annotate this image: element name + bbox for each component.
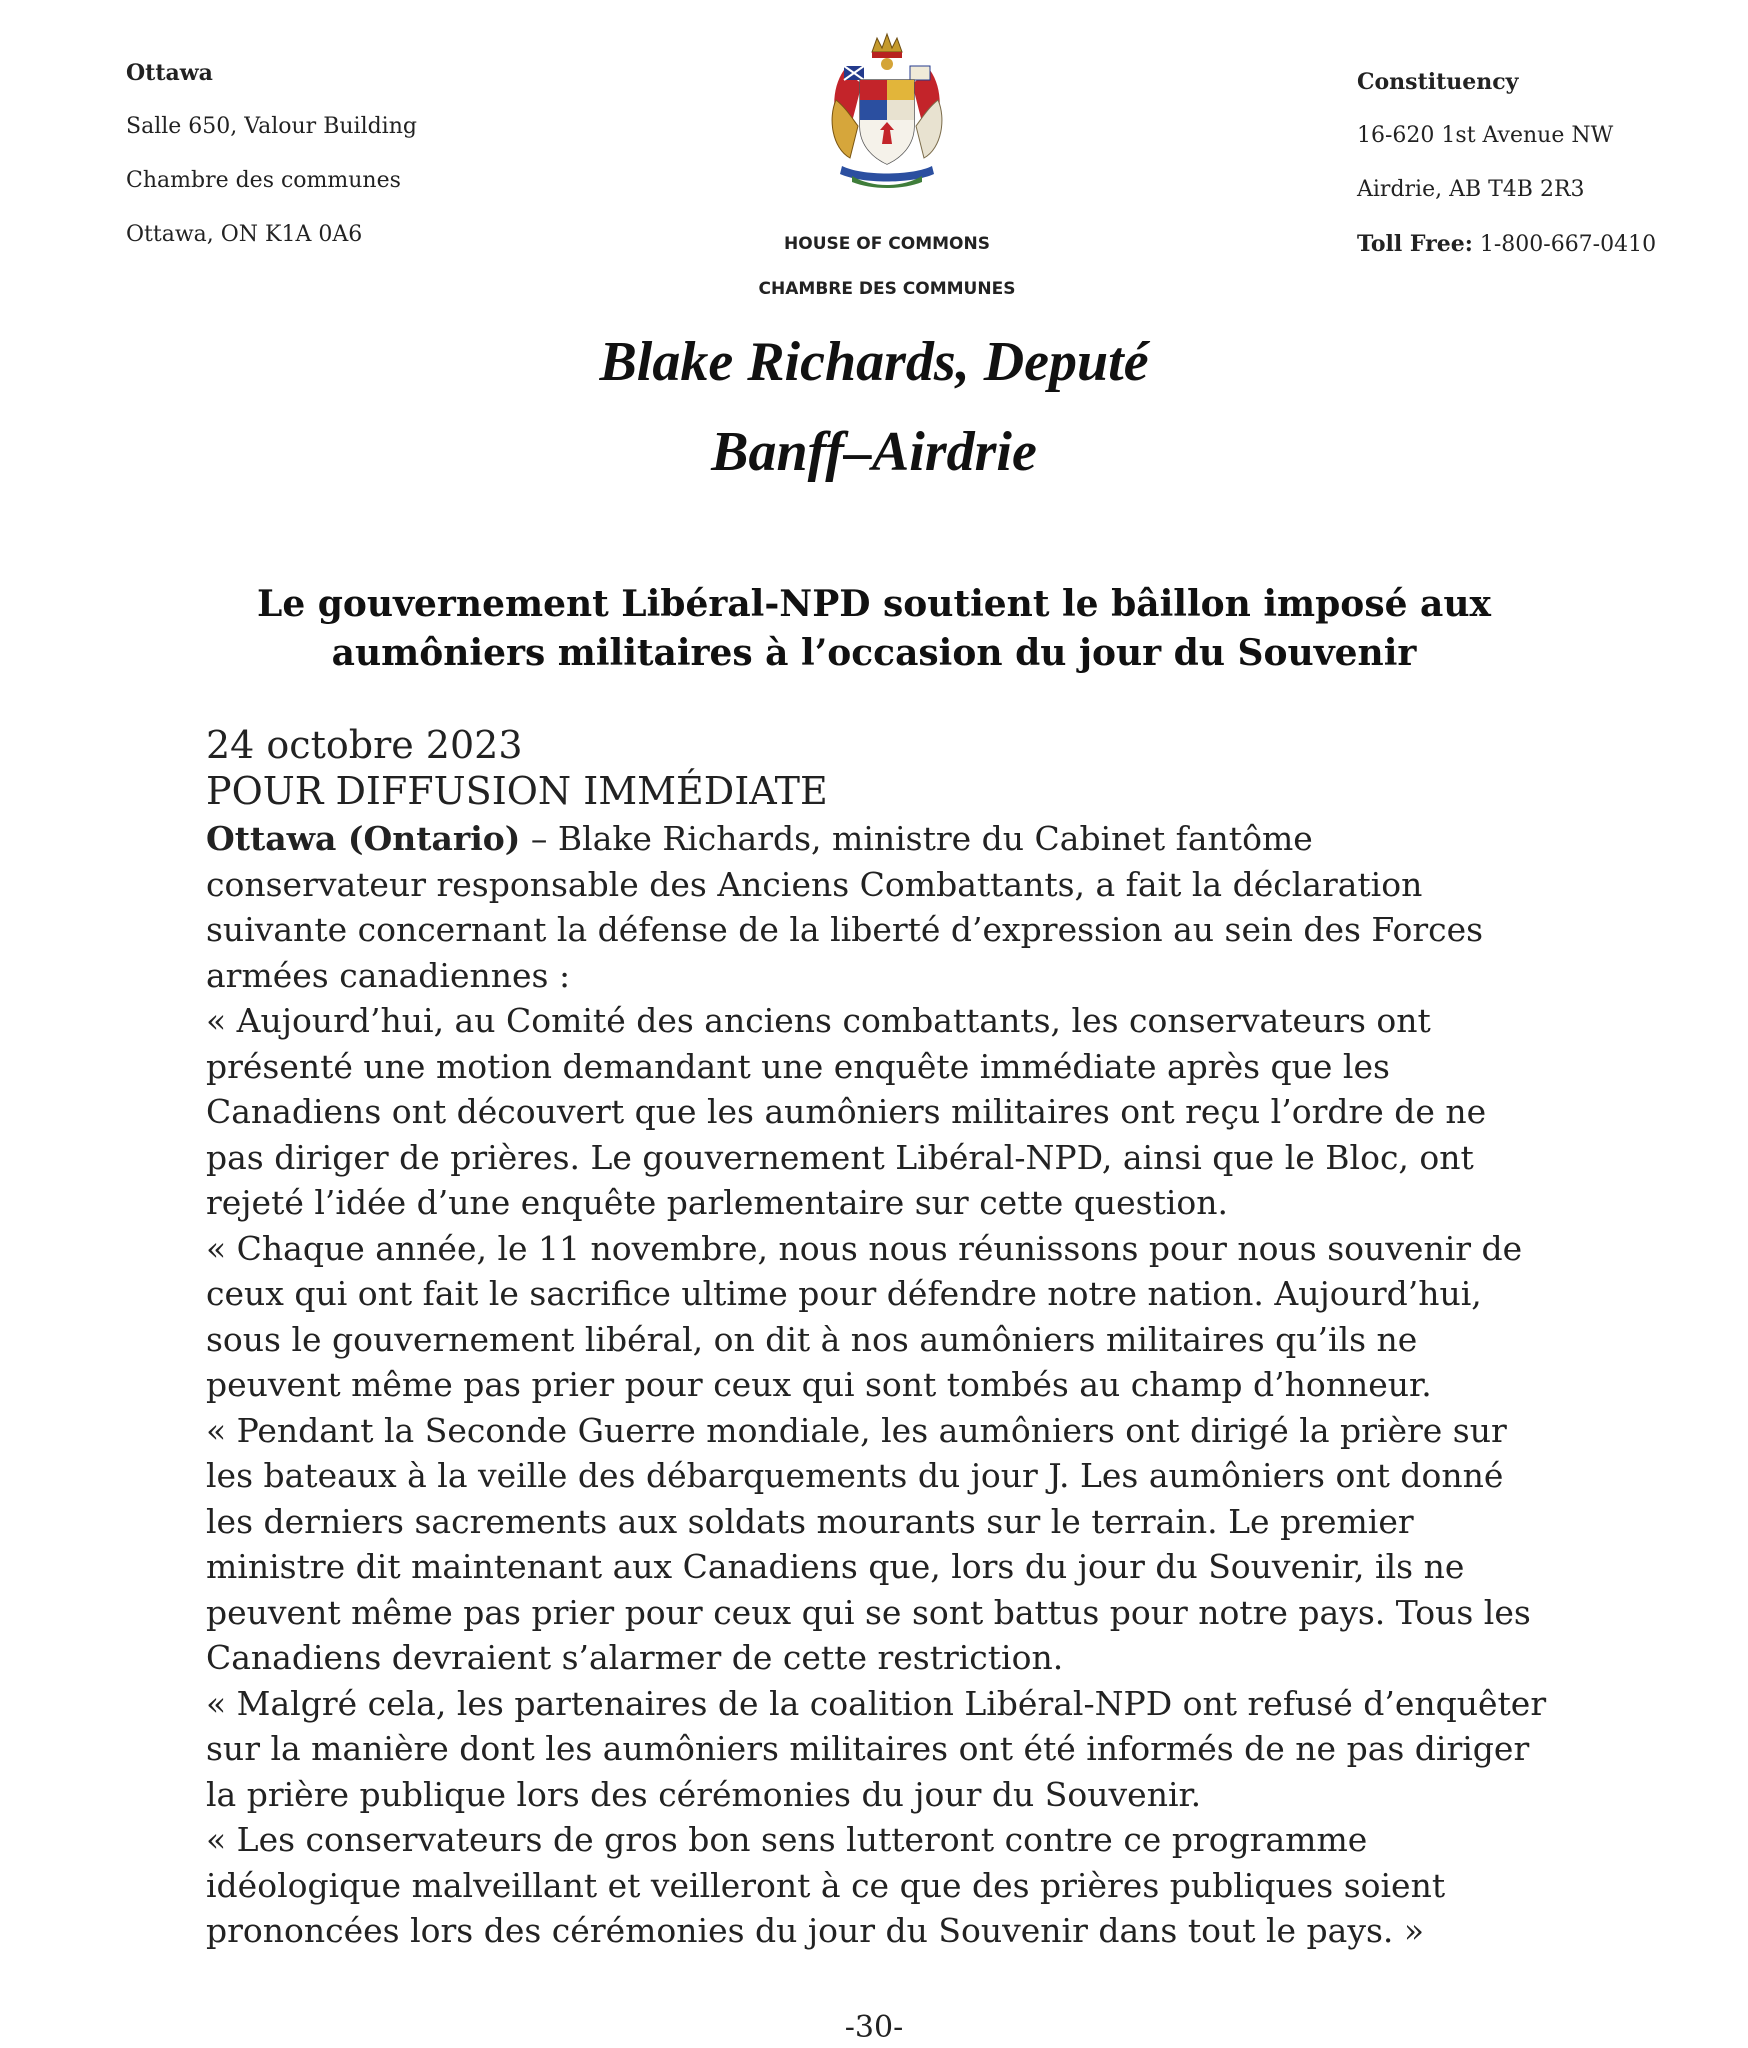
ottawa-address-line: Ottawa, ON K1A 0A6 xyxy=(126,222,363,247)
constituency-address-line: Airdrie, AB T4B 2R3 xyxy=(1357,177,1585,202)
chambre-des-communes-label: CHAMBRE DES COMMUNES xyxy=(758,279,1016,299)
body-line: « Aujourd’hui, au Comité des anciens combattants, les conservateurs ont xyxy=(206,1001,1431,1040)
body-line: « Malgré cela, les partenaires de la coalition Libéral-NPD ont refusé d’enquêter xyxy=(206,1683,1547,1723)
body-line: idéologique malveillant et veilleront à ce que des prières publiques soient xyxy=(206,1865,1446,1905)
body-line: « Pendant la Seconde Guerre mondiale, les aumôniers ont dirigé la prière sur xyxy=(206,1410,1507,1450)
body-line: Canadiens ont découvert que les aumôniers militaires ont reçu l’ordre de ne xyxy=(206,1092,1487,1131)
toll-free-label: Toll Free: xyxy=(1357,231,1473,257)
body-line: sur la manière dont les aumôniers militaires ont été informés de ne pas diriger xyxy=(206,1729,1530,1768)
headline-line: aumôniers militaires à l’occasion du jour du Souvenir xyxy=(331,632,1417,674)
body-line: prononcées lors des cérémonies du jour du Souvenir dans tout le pays. » xyxy=(206,1911,1425,1950)
ottawa-heading: Ottawa xyxy=(126,60,213,86)
end-marker: -30- xyxy=(844,2010,904,2045)
body-line: les bateaux à la veille des débarquements du jour J. Les aumôniers ont donné xyxy=(206,1456,1504,1495)
body-line: peuvent même pas prier pour ceux qui se sont battus pour notre pays. Tous les xyxy=(206,1592,1531,1632)
body-line: les derniers sacrements aux soldats mourants sur le terrain. Le premier xyxy=(206,1501,1414,1541)
ottawa-address-line: Chambre des communes xyxy=(126,168,401,193)
body-line: peuvent même pas prier pour ceux qui sont tombés au champ d’honneur. xyxy=(206,1365,1432,1404)
body-line: pas diriger de prières. Le gouvernement Libéral-NPD, ainsi que le Bloc, ont xyxy=(206,1137,1474,1177)
mp-name: Blake Richards, Deputé xyxy=(599,331,1149,393)
toll-free-number: 1-800-667-0410 xyxy=(1472,232,1657,257)
press-release-body xyxy=(206,722,1606,1954)
headline-line: Le gouvernement Libéral-NPD soutient le bâillon imposé aux xyxy=(257,583,1491,625)
body-line: ministre dit maintenant aux Canadiens que, lors du jour du Souvenir, ils ne xyxy=(206,1547,1465,1586)
body-line: « Les conservateurs de gros bon sens lutteront contre ce programme xyxy=(206,1820,1368,1859)
coat-of-arms-icon xyxy=(822,30,952,190)
press-release-headline xyxy=(180,580,1568,678)
ottawa-address-line: Salle 650, Valour Building xyxy=(126,114,417,139)
riding-name: Banff–Airdrie xyxy=(711,421,1037,483)
body-line: Canadiens devraient s’alarmer de cette restriction. xyxy=(206,1638,1064,1677)
body-line: Ottawa (Ontario) – Blake Richards, ministre du Cabinet fantôme xyxy=(206,819,1313,858)
body-line: la prière publique lors des cérémonies du jour du Souvenir. xyxy=(206,1774,1202,1814)
release-label: POUR DIFFUSION IMMÉDIATE xyxy=(206,769,828,813)
body-line: sous le gouvernement libéral, on dit à nos aumôniers militaires qu’ils ne xyxy=(206,1319,1418,1359)
constituency-address-line: 16-620 1st Avenue NW xyxy=(1357,123,1614,148)
body-line: « Chaque année, le 11 novembre, nous nous réunissons pour nous souvenir de xyxy=(206,1228,1523,1268)
ottawa-address xyxy=(126,46,417,262)
body-line: rejeté l’idée d’une enquête parlementaire sur cette question. xyxy=(206,1183,1229,1222)
body-line: présenté une motion demandant une enquête immédiate après que les xyxy=(206,1046,1390,1086)
house-of-commons-label: HOUSE OF COMMONS xyxy=(784,234,990,254)
release-date: 24 octobre 2023 xyxy=(206,723,523,767)
body-text xyxy=(206,816,1606,1954)
toll-free-line xyxy=(1357,217,1656,272)
body-line: conservateur responsable des Anciens Combattants, a fait la déclaration xyxy=(206,864,1423,904)
body-line: armées canadiennes : xyxy=(206,955,571,995)
dateline: Ottawa (Ontario) xyxy=(206,819,521,858)
constituency-heading: Constituency xyxy=(1357,69,1519,95)
body-line: suivante concernant la défense de la liberté d’expression au sein des Forces xyxy=(206,910,1484,949)
constituency-address xyxy=(1357,55,1656,272)
body-line: ceux qui ont fait le sacrifice ultime pour défendre notre nation. Aujourd’hui, xyxy=(206,1274,1482,1313)
